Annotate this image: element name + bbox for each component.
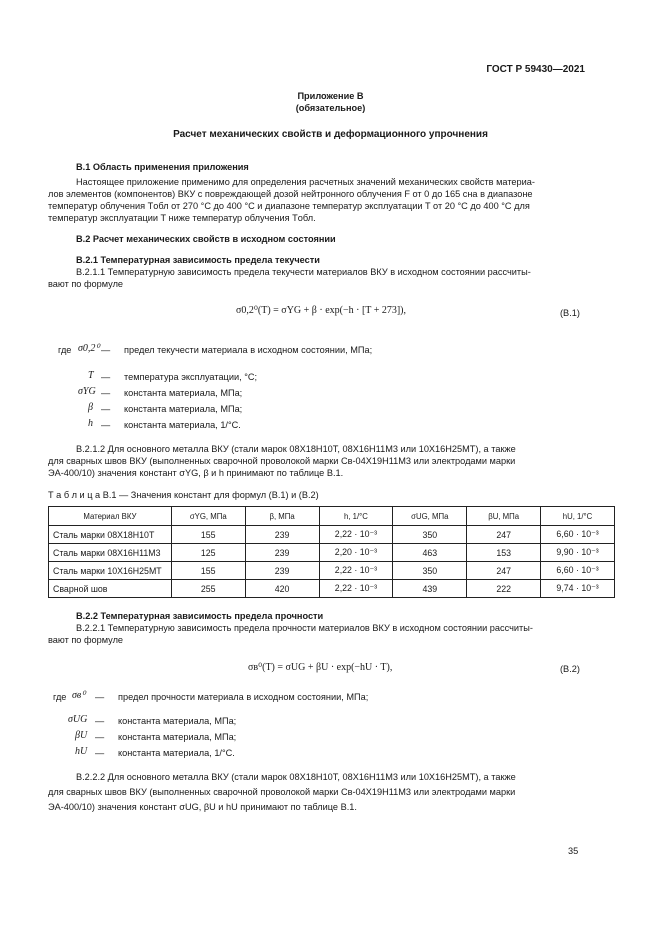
where2-text: предел прочности материала в исходном состоянии, МПа; <box>118 692 369 702</box>
table-cell: 6,60 · 10⁻³ <box>541 526 615 544</box>
section-b1-para-line3: температур облучения Tобл от 270 °С до 400 °С и диапазоне температур эксплуатации T от 20 °С до 400 °С для <box>48 201 530 211</box>
where2-text: константа материала, 1/°С. <box>118 748 235 758</box>
where2-dash: — <box>95 748 105 758</box>
table-cell: 255 <box>171 580 245 598</box>
table-header-cell: β, МПа <box>245 507 319 526</box>
table-cell: 2,22 · 10⁻³ <box>319 580 393 598</box>
table-cell: 350 <box>393 562 467 580</box>
table-cell: Сталь марки 10Х16Н25МТ <box>49 562 172 580</box>
table-cell: 2,20 · 10⁻³ <box>319 544 393 562</box>
table-cell: 2,22 · 10⁻³ <box>319 526 393 544</box>
table-cell: 350 <box>393 526 467 544</box>
where1-symbol: T <box>88 370 94 381</box>
where1-dash: — <box>101 404 111 414</box>
where1-text: константа материала, МПа; <box>124 388 243 398</box>
section-b222-line2: для сварных швов ВКУ (выполненных сварочной проволокой марки Св-04Х19Н11М3 или электродами марки <box>48 787 516 797</box>
section-b21-heading: В.2.1 Температурная зависимость предела текучести <box>76 255 320 265</box>
where2-lead: где <box>53 692 67 702</box>
table-cell: 222 <box>467 580 541 598</box>
table-header-cell: βU, МПа <box>467 507 541 526</box>
where2-dash: — <box>95 692 105 702</box>
table-cell: 439 <box>393 580 467 598</box>
where2-symbol: σUG <box>68 714 88 725</box>
where1-symbol: h <box>88 418 93 429</box>
table-row <box>49 544 615 562</box>
table-cell: 2,22 · 10⁻³ <box>319 562 393 580</box>
formula-b1: σ0,2⁰(T) = σYG + β · exp(−h · [T + 273]), <box>236 305 406 316</box>
section-b212-line3: ЭА-400/10) значения констант σYG, β и h принимают по таблице В.1. <box>48 468 344 478</box>
where1-dash: — <box>101 372 111 382</box>
where2-symbol: hU <box>75 746 88 757</box>
table-cell: 247 <box>467 526 541 544</box>
where1-symbol: σ0,2⁰ <box>78 343 100 354</box>
where2-text: константа материала, МПа; <box>118 716 237 726</box>
table-row <box>49 580 615 598</box>
section-b1-heading: В.1 Область применения приложения <box>76 162 249 172</box>
where1-dash: — <box>101 420 111 430</box>
where1-dash: — <box>101 345 111 355</box>
section-b211-line2: вают по формуле <box>48 279 124 289</box>
section-b221-line1: В.2.2.1 Температурную зависимость предела прочности материалов ВКУ в исходном состоянии рассчиты- <box>76 623 533 633</box>
section-b212-line2: для сварных швов ВКУ (выполненных сварочной проволокой марки Св-04Х19Н11М3 или электродами марки <box>48 456 516 466</box>
section-b222-line1: В.2.2.2 Для основного металла ВКУ (стали марок 08Х18Н10Т, 08Х16Н11М3 или 10Х16Н25МТ), а также <box>76 772 516 782</box>
where2-text: константа материала, МПа; <box>118 732 237 742</box>
appendix-title: Приложение В <box>297 91 364 101</box>
page-number: 35 <box>568 846 579 856</box>
where2-symbol: βU <box>75 730 88 741</box>
appendix-status: (обязательное) <box>295 103 366 113</box>
table-cell: 420 <box>245 580 319 598</box>
table-caption: Т а б л и ц а В.1 — Значения констант для формул (В.1) и (В.2) <box>48 490 319 500</box>
table-cell: 239 <box>245 562 319 580</box>
table-header-cell: σYG, МПа <box>171 507 245 526</box>
table-header-cell: hU, 1/°С <box>541 507 615 526</box>
table-row <box>49 526 615 544</box>
section-b221-line2: вают по формуле <box>48 635 124 645</box>
table-cell: Сталь марки 08Х16Н11М3 <box>49 544 172 562</box>
table-cell: Сварной шов <box>49 580 172 598</box>
where2-dash: — <box>95 716 105 726</box>
table-header-cell: Материал ВКУ <box>49 507 172 526</box>
table-cell: 125 <box>171 544 245 562</box>
section-b222-line3: ЭА-400/10) значения констант σUG, βU и hU принимают по таблице В.1. <box>48 802 357 812</box>
table-cell: 239 <box>245 544 319 562</box>
where1-lead: где <box>58 345 72 355</box>
section-b212-line1: В.2.1.2 Для основного металла ВКУ (стали марок 08Х18Н10Т, 08Х16Н11М3 или 10Х16Н25МТ), а также <box>76 444 516 454</box>
appendix-heading: Расчет механических свойств и деформационного упрочнения <box>173 129 488 140</box>
table-cell: 155 <box>171 562 245 580</box>
constants-table <box>48 506 615 598</box>
formula-b2-number: (В.2) <box>560 664 580 674</box>
where1-symbol: σYG <box>78 386 96 397</box>
document-code: ГОСТ Р 59430—2021 <box>486 64 585 75</box>
section-b1-para-line1: Настоящее приложение применимо для определения расчетных значений механических свойств материа- <box>76 177 535 187</box>
where1-text: константа материала, 1/°С. <box>124 420 241 430</box>
where1-text: температура эксплуатации, °С; <box>124 372 258 382</box>
where2-symbol: σв⁰ <box>72 690 86 701</box>
where2-dash: — <box>95 732 105 742</box>
section-b2-heading: В.2 Расчет механических свойств в исходном состоянии <box>76 234 336 244</box>
where1-symbol: β <box>88 402 93 413</box>
table-header-row <box>49 507 615 526</box>
where1-text: предел текучести материала в исходном состоянии, МПа; <box>124 345 373 355</box>
section-b22-heading: В.2.2 Температурная зависимость предела прочности <box>76 611 324 621</box>
table-cell: 463 <box>393 544 467 562</box>
table-cell: 153 <box>467 544 541 562</box>
table-row <box>49 562 615 580</box>
table-cell: 155 <box>171 526 245 544</box>
table-cell: Сталь марки 08Х18Н10Т <box>49 526 172 544</box>
formula-b1-number: (В.1) <box>560 308 580 318</box>
section-b211-line1: В.2.1.1 Температурную зависимость предела текучести материалов ВКУ в исходном состоянии рассчиты- <box>76 267 531 277</box>
table-header-cell: σUG, МПа <box>393 507 467 526</box>
section-b1-para-line2: лов элементов (компонентов) ВКУ с повреждающей дозой нейтронного облучения F от 0 до 165 сна в диапазоне <box>48 189 533 199</box>
where1-dash: — <box>101 388 111 398</box>
table-cell: 6,60 · 10⁻³ <box>541 562 615 580</box>
section-b1-para-line4: температур эксплуатации T ниже температур облучения Tобл. <box>48 213 316 223</box>
table-cell: 9,74 · 10⁻³ <box>541 580 615 598</box>
table-cell: 9,90 · 10⁻³ <box>541 544 615 562</box>
table-cell: 247 <box>467 562 541 580</box>
where1-text: константа материала, МПа; <box>124 404 243 414</box>
table-cell: 239 <box>245 526 319 544</box>
table-header-cell: h, 1/°С <box>319 507 393 526</box>
formula-b2: σв⁰(T) = σUG + βU · exp(−hU · T), <box>248 662 393 673</box>
